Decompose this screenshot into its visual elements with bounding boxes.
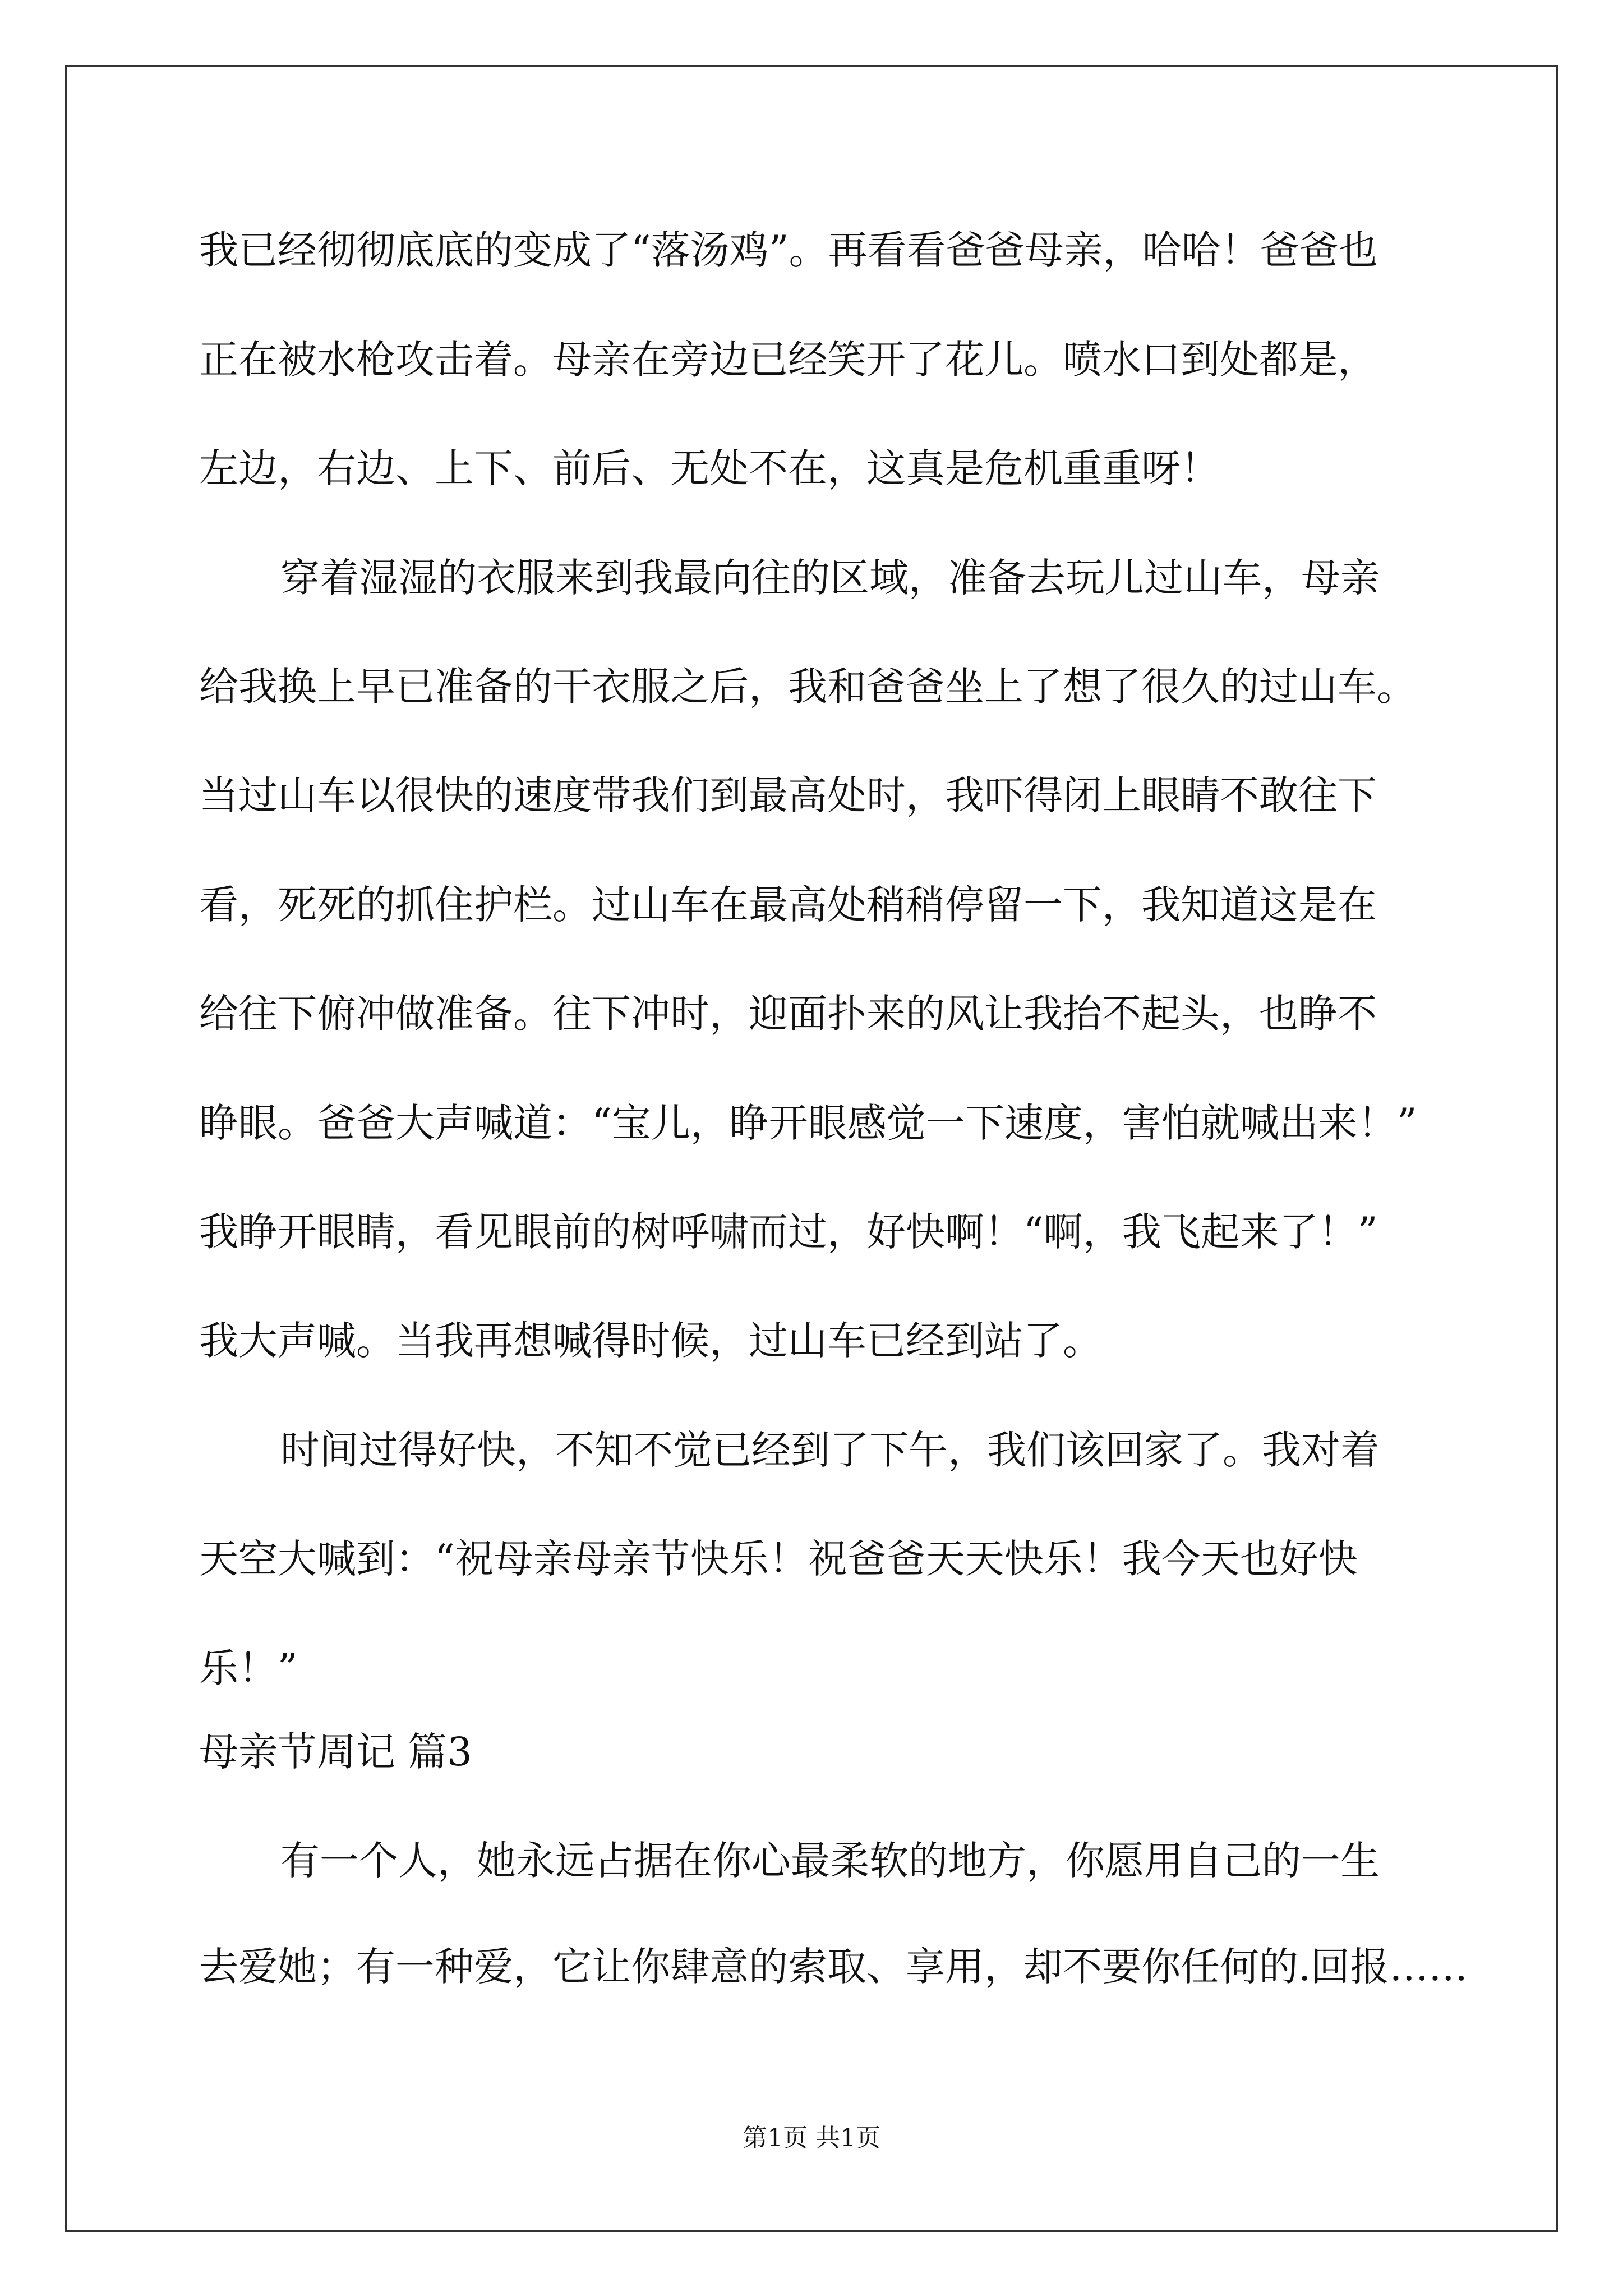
text-line: 我睁开眼睛，看见眼前的树呼啸而过，好快啊！“啊，我飞起来了！” xyxy=(199,1209,1378,1255)
text-line: 当过山车以很快的速度带我们到最高处时，我吓得闭上眼睛不敢往下 xyxy=(199,772,1377,818)
section-heading: 母亲节周记 篇3 xyxy=(199,1729,472,1775)
text-line: 给我换上早已准备的干衣服之后，我和爸爸坐上了想了很久的过山车。 xyxy=(199,664,1416,710)
text-line: 乐！” xyxy=(199,1645,298,1691)
text-line: 天空大喊到：“祝母亲母亲节快乐！祝爸爸天天快乐！我今天也好快 xyxy=(199,1536,1358,1582)
page-footer: 第1页 共1页 xyxy=(743,2124,880,2152)
text-line: 给往下俯冲做准备。往下冲时，迎面扑来的风让我抬不起头，也睁不 xyxy=(199,991,1377,1037)
text-line: 去爱她；有一种爱，它让你肆意的索取、享用，却不要你任何的.回报…… xyxy=(199,1944,1468,1990)
text-line: 我大声喊。当我再想喊得时候，过山车已经到站了。 xyxy=(199,1318,1102,1364)
text-line: 左边，右边、上下、前后、无处不在，这真是危机重重呀！ xyxy=(199,445,1220,491)
paragraph-start-line: 穿着湿湿的衣服来到我最向往的区域，准备去玩儿过山车，母亲 xyxy=(280,555,1380,601)
text-line: 我已经彻彻底底的变成了“落汤鸡”。再看看爸爸母亲，哈哈！爸爸也 xyxy=(199,227,1378,273)
paragraph-start-line: 时间过得好快，不知不觉已经到了下午，我们该回家了。我对着 xyxy=(280,1427,1380,1473)
paragraph-start-line: 有一个人，她永远占据在你心最柔软的地方，你愿用自己的一生 xyxy=(280,1838,1380,1884)
text-line: 正在被水枪攻击着。母亲在旁边已经笑开了花儿。喷水口到处都是， xyxy=(199,337,1377,383)
page-border xyxy=(65,65,1558,2232)
text-line: 睁眼。爸爸大声喊道：“宝儿，睁开眼感觉一下速度，害怕就喊出来！” xyxy=(199,1100,1417,1146)
text-line: 看，死死的抓住护栏。过山车在最高处稍稍停留一下，我知道这是在 xyxy=(199,882,1377,928)
